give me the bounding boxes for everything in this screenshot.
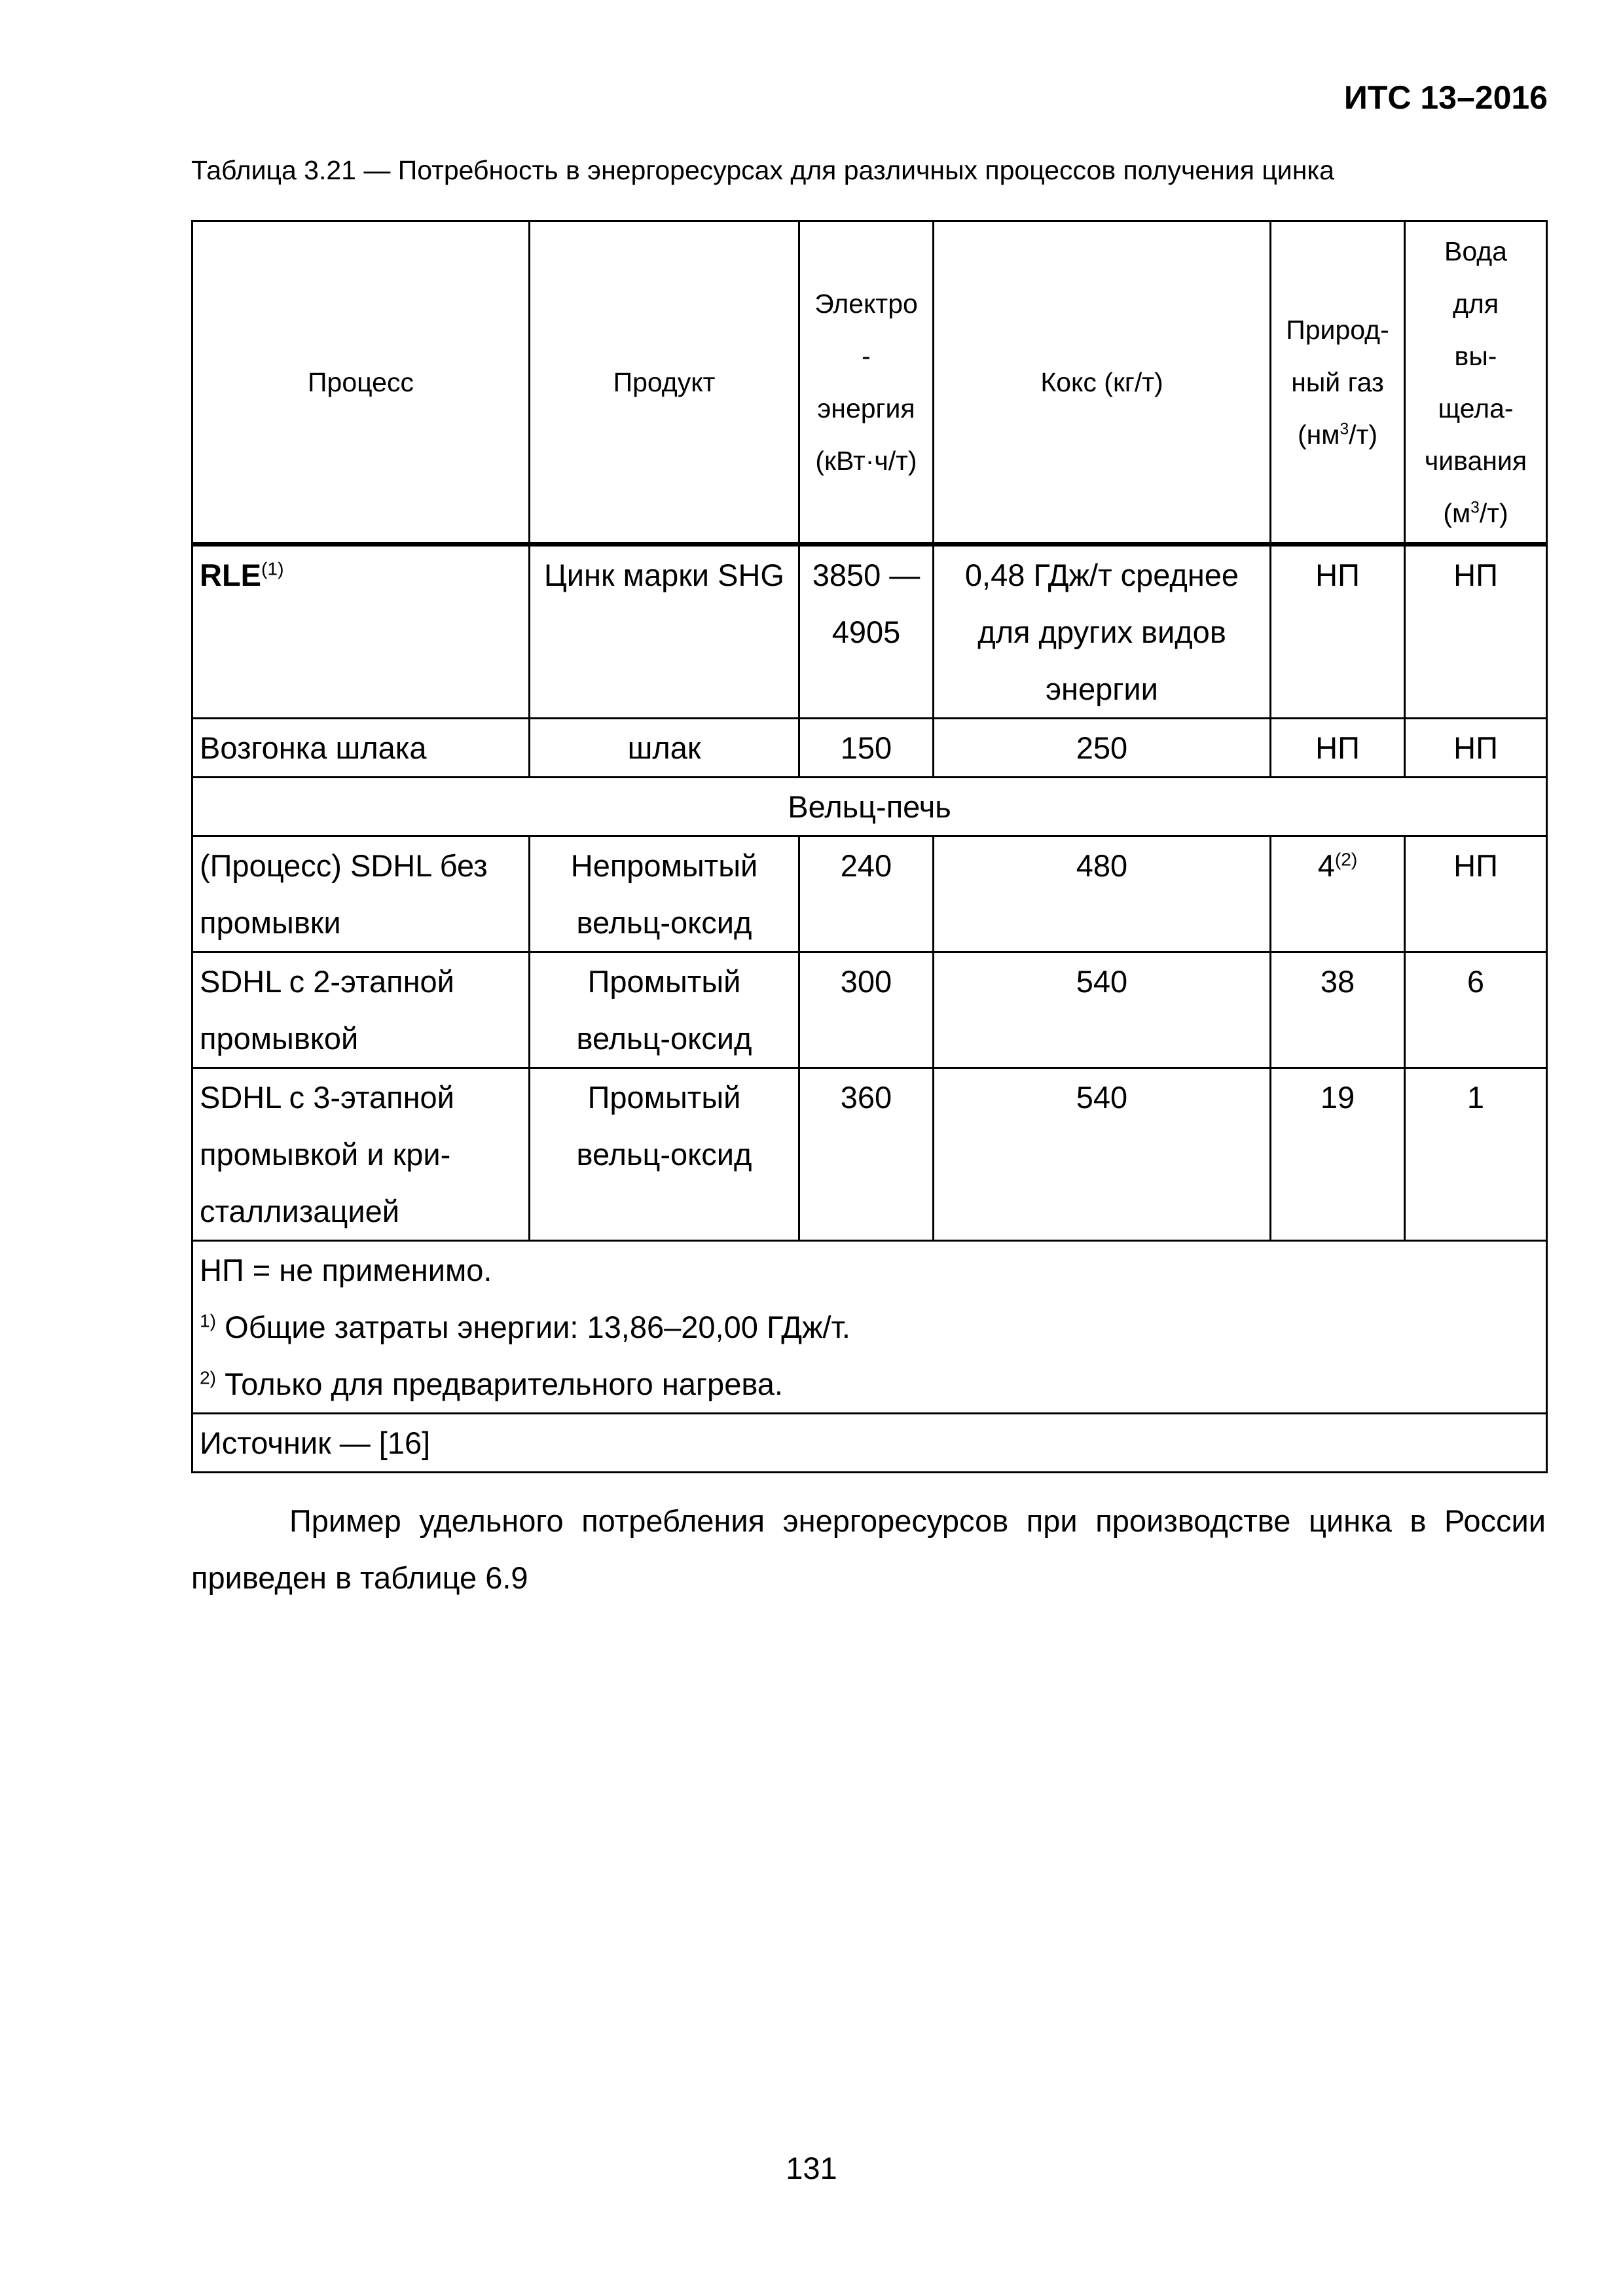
body-text: Пример удельного потребления энергоресурсов при производстве цинка в России приведен в таблице 6.9 [191,1503,1546,1595]
table-source: Источник — [16] [192,1414,1547,1473]
cell-coke: 480 [934,836,1271,952]
cell-product: шлак [530,719,799,778]
cell-product: Промытый вельц-оксид [530,1068,799,1241]
page-number: 131 [786,2151,837,2185]
header-coke: Кокс (кг/т) [934,221,1271,545]
table-header-row [192,221,1547,545]
cell-process: RLE$^{(1)}$ [192,545,530,719]
cell-water: НП [1405,836,1547,952]
cell-gas: НП [1271,719,1405,778]
cell-product: Непромытый вельц-оксид [530,836,799,952]
section-row [192,778,1547,836]
cell-process: Возгонка шлака [192,719,530,778]
note-np: НП = не применимо. [200,1253,492,1287]
cell-water: НП [1405,719,1547,778]
cell-electro: 3850 — 4905 [799,545,934,719]
header-process: Процесс [192,221,530,545]
energy-requirements-table [191,220,1548,1473]
cell-product: Цинк марки SHG [530,545,799,719]
note-1: $^{1)}$ Общие затраты энергии: 13,86–20,00 ГДж/т. [200,1310,850,1344]
cell-product: Промытый вельц-оксид [530,952,799,1068]
header-electro: Электро - энергия (кВт·ч/т) [799,221,934,545]
cell-process: SDHL с 3-этапной промывкой и кри-сталлизацией [192,1068,530,1241]
header-gas: Природ- ный газ $(нм^3/т)$ [1271,221,1405,545]
section-label: Вельц-печь [192,778,1547,836]
table-row [192,545,1547,719]
cell-water: НП [1405,545,1547,719]
cell-coke: 540 [934,952,1271,1068]
header-product: Продукт [530,221,799,545]
cell-water: 1 [1405,1068,1547,1241]
cell-electro: 240 [799,836,934,952]
table-row [192,836,1547,952]
table-row [192,1068,1547,1241]
document-id: ИТС 13–2016 [1343,79,1548,116]
body-paragraph [191,1492,1546,1606]
note-2: $^{2)}$ Только для предварительного нагрева. [200,1367,783,1401]
cell-process: (Процесс) SDHL без промывки [192,836,530,952]
source-row [192,1414,1547,1473]
cell-water: 6 [1405,952,1547,1068]
header-water: Вода для вы- щела- чивания $(м^3/т)$ [1405,221,1547,545]
cell-coke: 0,48 ГДж/т среднее для других видов энергии [934,545,1271,719]
cell-gas: 4$^{(2)}$ [1271,836,1405,952]
notes-row [192,1241,1547,1414]
table-notes [192,1241,1547,1414]
cell-electro: 150 [799,719,934,778]
cell-coke: 540 [934,1068,1271,1241]
cell-electro: 300 [799,952,934,1068]
cell-process: SDHL с 2-этапной промывкой [192,952,530,1068]
cell-gas: 19 [1271,1068,1405,1241]
cell-coke: 250 [934,719,1271,778]
table-row [192,952,1547,1068]
cell-electro: 360 [799,1068,934,1241]
table-caption: Таблица 3.21 — Потребность в энергоресурсах для различных процессов получения цинка [191,155,1334,185]
table-row [192,719,1547,778]
cell-gas: 38 [1271,952,1405,1068]
cell-gas: НП [1271,545,1405,719]
